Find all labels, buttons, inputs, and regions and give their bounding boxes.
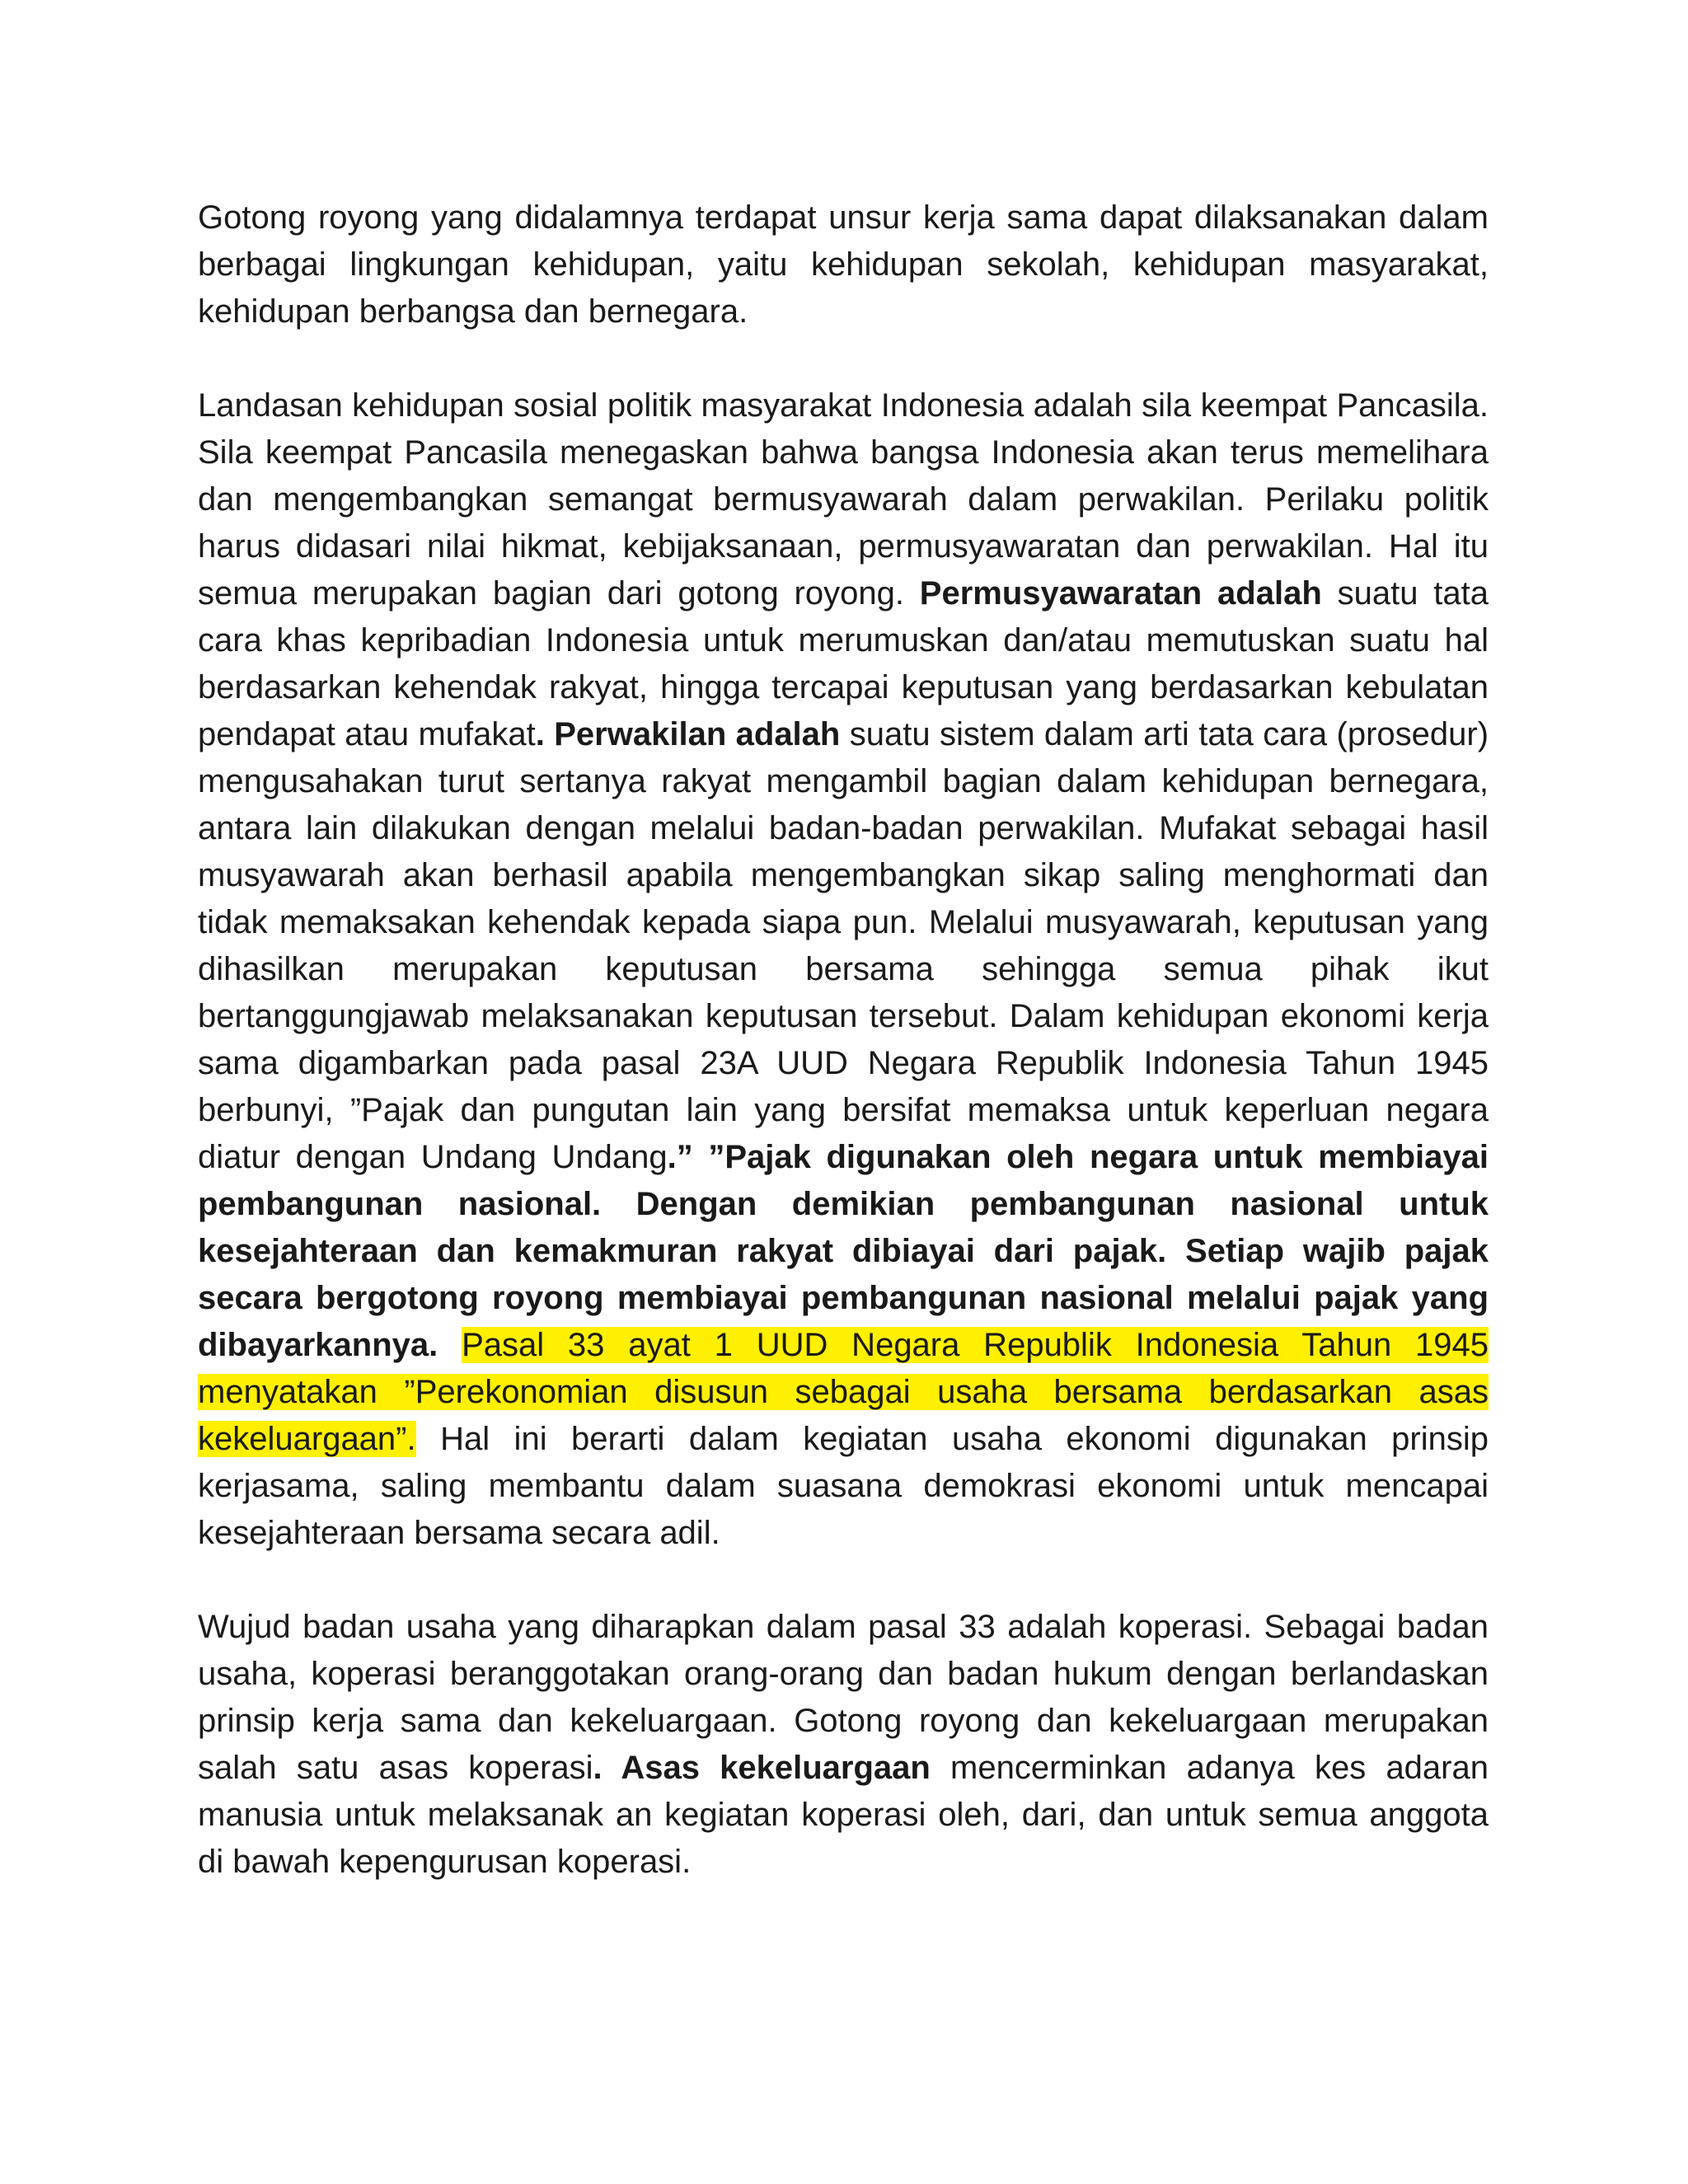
bold-term-permusyawaratan: Permusyawaratan adalah xyxy=(919,575,1322,612)
paragraph-text: suatu sistem dalam arti tata cara (prosedur) mengusahakan turut sertanya rakyat mengambil bagian dalam kehidupan bernegara, antara lain dilakukan dengan melalui badan-badan perwakilan. Mufakat sebagai hasil musyawarah akan berhasil apabila mengembangkan sikap saling menghormati dan tidak memaksakan kehendak kepada siapa pun. Melalui musyawarah, keputusan yang dihasilkan merupakan keputusan bersama sehingga semua pihak ikut bertanggungjawab melaksanakan keputusan tersebut. Dalam kehidupan ekonomi kerja sama digambarkan pada pasal 23A UUD Negara Republik Indonesia Tahun 1945 berbunyi, ”Pajak dan pungutan lain yang bersifat memaksa untuk keperluan negara diatur dengan Undang Undang xyxy=(198,716,1489,1175)
paragraph-gotong-royong xyxy=(198,194,1489,335)
highlighted-pasal-33: Pasal 33 ayat 1 UUD Negara Republik Indonesia Tahun 1945 menyatakan ”Perekonomian disusun sebagai usaha bersama berdasarkan asas kekeluargaan”. xyxy=(198,1327,1489,1457)
paragraph-koperasi xyxy=(198,1604,1489,1886)
bold-term-perwakilan: . Perwakilan adalah xyxy=(535,716,841,752)
paragraph-text xyxy=(438,1327,462,1363)
document-page xyxy=(198,194,1489,1886)
paragraph-text: Hal ini berarti dalam kegiatan usaha ekonomi digunakan prinsip kerjasama, saling membantu dalam suasana demokrasi ekonomi untuk mencapai kesejahteraan bersama secara adil. xyxy=(198,1421,1489,1551)
paragraph-text: mencerminkan adanya kes adaran manusia untuk melaksanak an kegiatan koperasi oleh, dari, dan untuk semua anggota di bawah kepengurusan koperasi. xyxy=(198,1750,1489,1880)
paragraph-text: suatu tata cara khas kepribadian Indonesia untuk merumuskan dan/atau memutuskan suatu hal berdasarkan kehendak rakyat, hingga tercapai keputusan yang berdasarkan kebulatan pendapat atau mufakat xyxy=(198,575,1489,752)
paragraph-text: Gotong royong yang didalamnya terdapat unsur kerja sama dapat dilaksanakan dalam berbagai lingkungan kehidupan, yaitu kehidupan sekolah, kehidupan masyarakat, kehidupan berbangsa dan bernegara. xyxy=(198,199,1489,330)
paragraph-text: Landasan kehidupan sosial politik masyarakat Indonesia adalah sila keempat Pancasila. Sila keempat Pancasila menegaskan bahwa bangsa Indonesia akan terus memelihara dan mengembangkan semangat bermusyawarah dalam perwakilan. Perilaku politik harus didasari nilai hikmat, kebijaksanaan, permusyawaratan dan perwakilan. Hal itu semua merupakan bagian dari gotong royong. xyxy=(198,387,1489,612)
paragraph-landasan-politik xyxy=(198,382,1489,1557)
bold-pajak-statement: .” ”Pajak digunakan oleh negara untuk membiayai pembangunan nasional. Dengan demikian pembangunan nasional untuk kesejahteraan dan kemakmuran rakyat dibiayai dari pajak. Setiap wajib pajak secara bergotong royong membiayai pembangunan nasional melalui pajak yang dibayarkannya. xyxy=(198,1139,1489,1363)
paragraph-text: Wujud badan usaha yang diharapkan dalam pasal 33 adalah koperasi. Sebagai badan usaha, koperasi beranggotakan orang-orang dan badan hukum dengan berlandaskan prinsip kerja sama dan kekeluargaan. Gotong royong dan kekeluargaan merupakan salah satu asas koperasi xyxy=(198,1609,1489,1786)
bold-term-asas-kekeluargaan: . Asas kekeluargaan xyxy=(593,1750,931,1786)
